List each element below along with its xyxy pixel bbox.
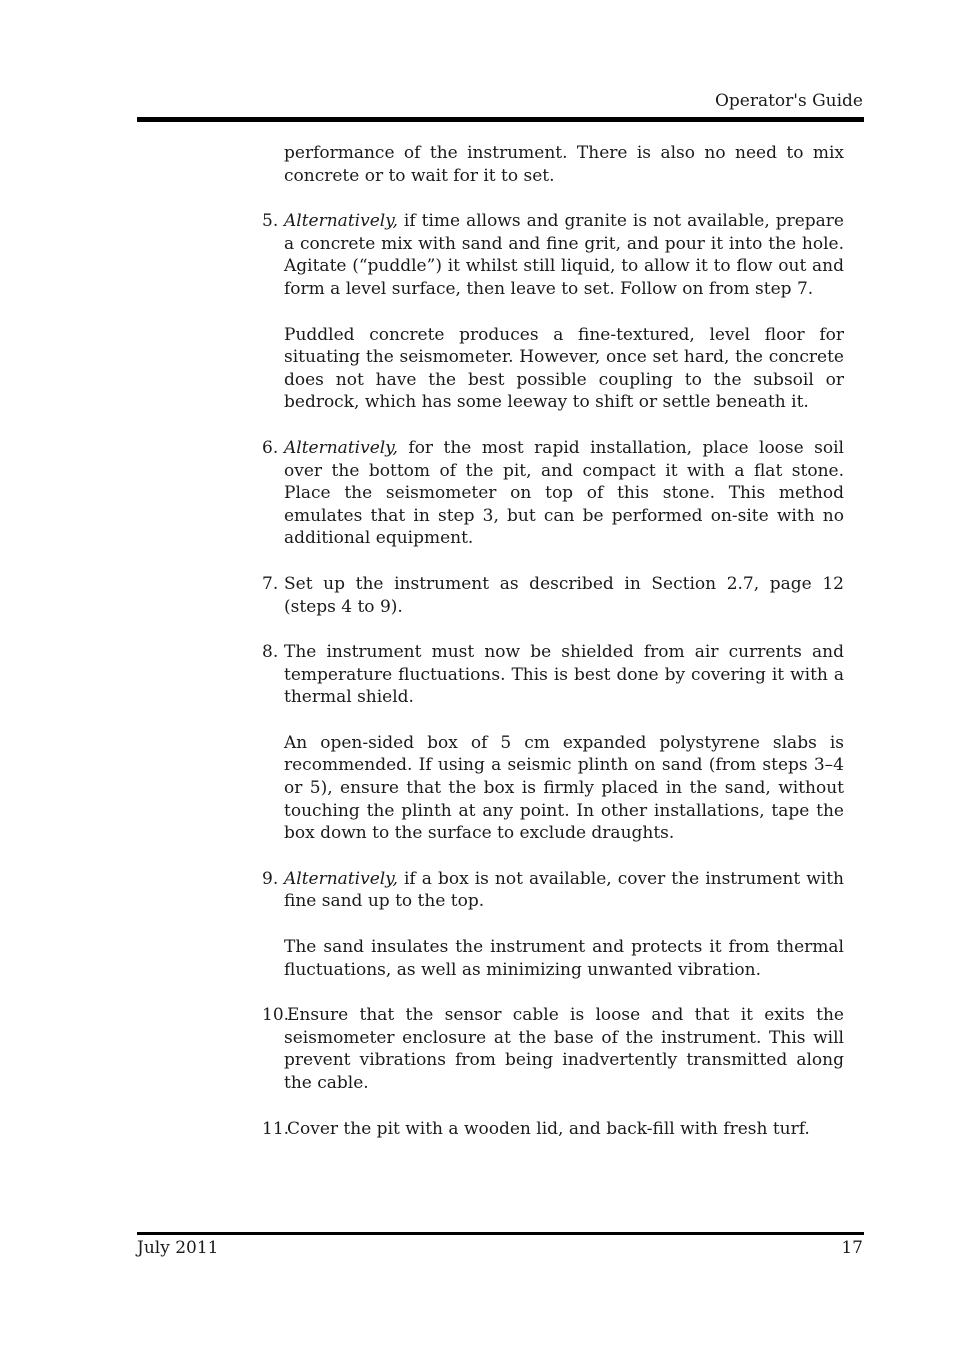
item-text: Cover the pit with a wooden lid, and back-fill with fresh turf.: [287, 1118, 810, 1139]
item-text: for the most rapid installation, place loose soil over the bottom of the pit, and compact it with a flat stone. Place the seismometer on top of this stone. This method emulates that in step 3, but can be performed on-site with no additional equipment.: [284, 437, 844, 549]
item-number: 11.: [262, 1118, 290, 1139]
page-body: [262, 142, 844, 1140]
list-item-8: [262, 641, 844, 709]
list-item-6: [262, 437, 844, 550]
item-text: if a box is not available, cover the instrument with fine sand up to the top.: [284, 868, 844, 912]
item-text: if time allows and granite is not available, prepare a concrete mix with sand and fine grit, and pour it into the hole. Agitate (“puddle”) it whilst still liquid, to allow it to flow out and form a level surface, then leave to set. Follow on from step 7.: [284, 211, 844, 299]
item-emphasis: Alternatively,: [284, 437, 398, 458]
list-item-5: [262, 210, 844, 300]
item-number: 10.: [262, 1005, 290, 1026]
item-text: Set up the instrument as described in Section 2.7, page 12 (steps 4 to 9).: [284, 573, 844, 617]
note-paragraph: Puddled concrete produces a fine-textured, level floor for situating the seismometer. However, once set hard, the concrete does not have the best possible coupling to the subsoil or bedrock, which has some leeway to shift or settle beneath it.: [284, 324, 844, 413]
list-item-11: [262, 1118, 844, 1141]
list-item-9: [262, 868, 844, 913]
list-item-7: [262, 573, 844, 618]
page-number: 17: [841, 1238, 863, 1258]
item-emphasis: Alternatively,: [284, 211, 398, 232]
item-number: 9.: [262, 868, 279, 889]
item-number: 7.: [262, 573, 279, 594]
item-emphasis: Alternatively,: [284, 868, 398, 889]
footer-date: July 2011: [137, 1238, 219, 1258]
list-item-10: [262, 1004, 844, 1094]
header-rule: [137, 117, 864, 122]
item-text: Ensure that the sensor cable is loose and that it exits the seismometer enclosure at the base of the instrument. This will prevent vibrations from being inadvertently transmitted along the cable.: [284, 1005, 844, 1093]
item-number: 5.: [262, 211, 279, 232]
item-number: 8.: [262, 642, 279, 663]
intro-paragraph: performance of the instrument. There is also no need to mix concrete or to wait for it to set.: [284, 143, 844, 186]
note-paragraph: The sand insulates the instrument and protects it from thermal fluctuations, as well as minimizing unwanted vibration.: [284, 937, 844, 980]
footer-rule: [137, 1232, 864, 1235]
running-header: Operator's Guide: [714, 91, 863, 111]
item-number: 6.: [262, 437, 279, 458]
item-text: The instrument must now be shielded from air currents and temperature fluctuations. This is best done by covering it with a thermal shield.: [284, 642, 844, 708]
note-paragraph: An open-sided box of 5 cm expanded polystyrene slabs is recommended. If using a seismic plinth on sand (from steps 3–4 or 5), ensure that the box is firmly placed in the sand, without touching the plinth at any point. In other installations, tape the box down to the surface to exclude draughts.: [284, 732, 844, 844]
